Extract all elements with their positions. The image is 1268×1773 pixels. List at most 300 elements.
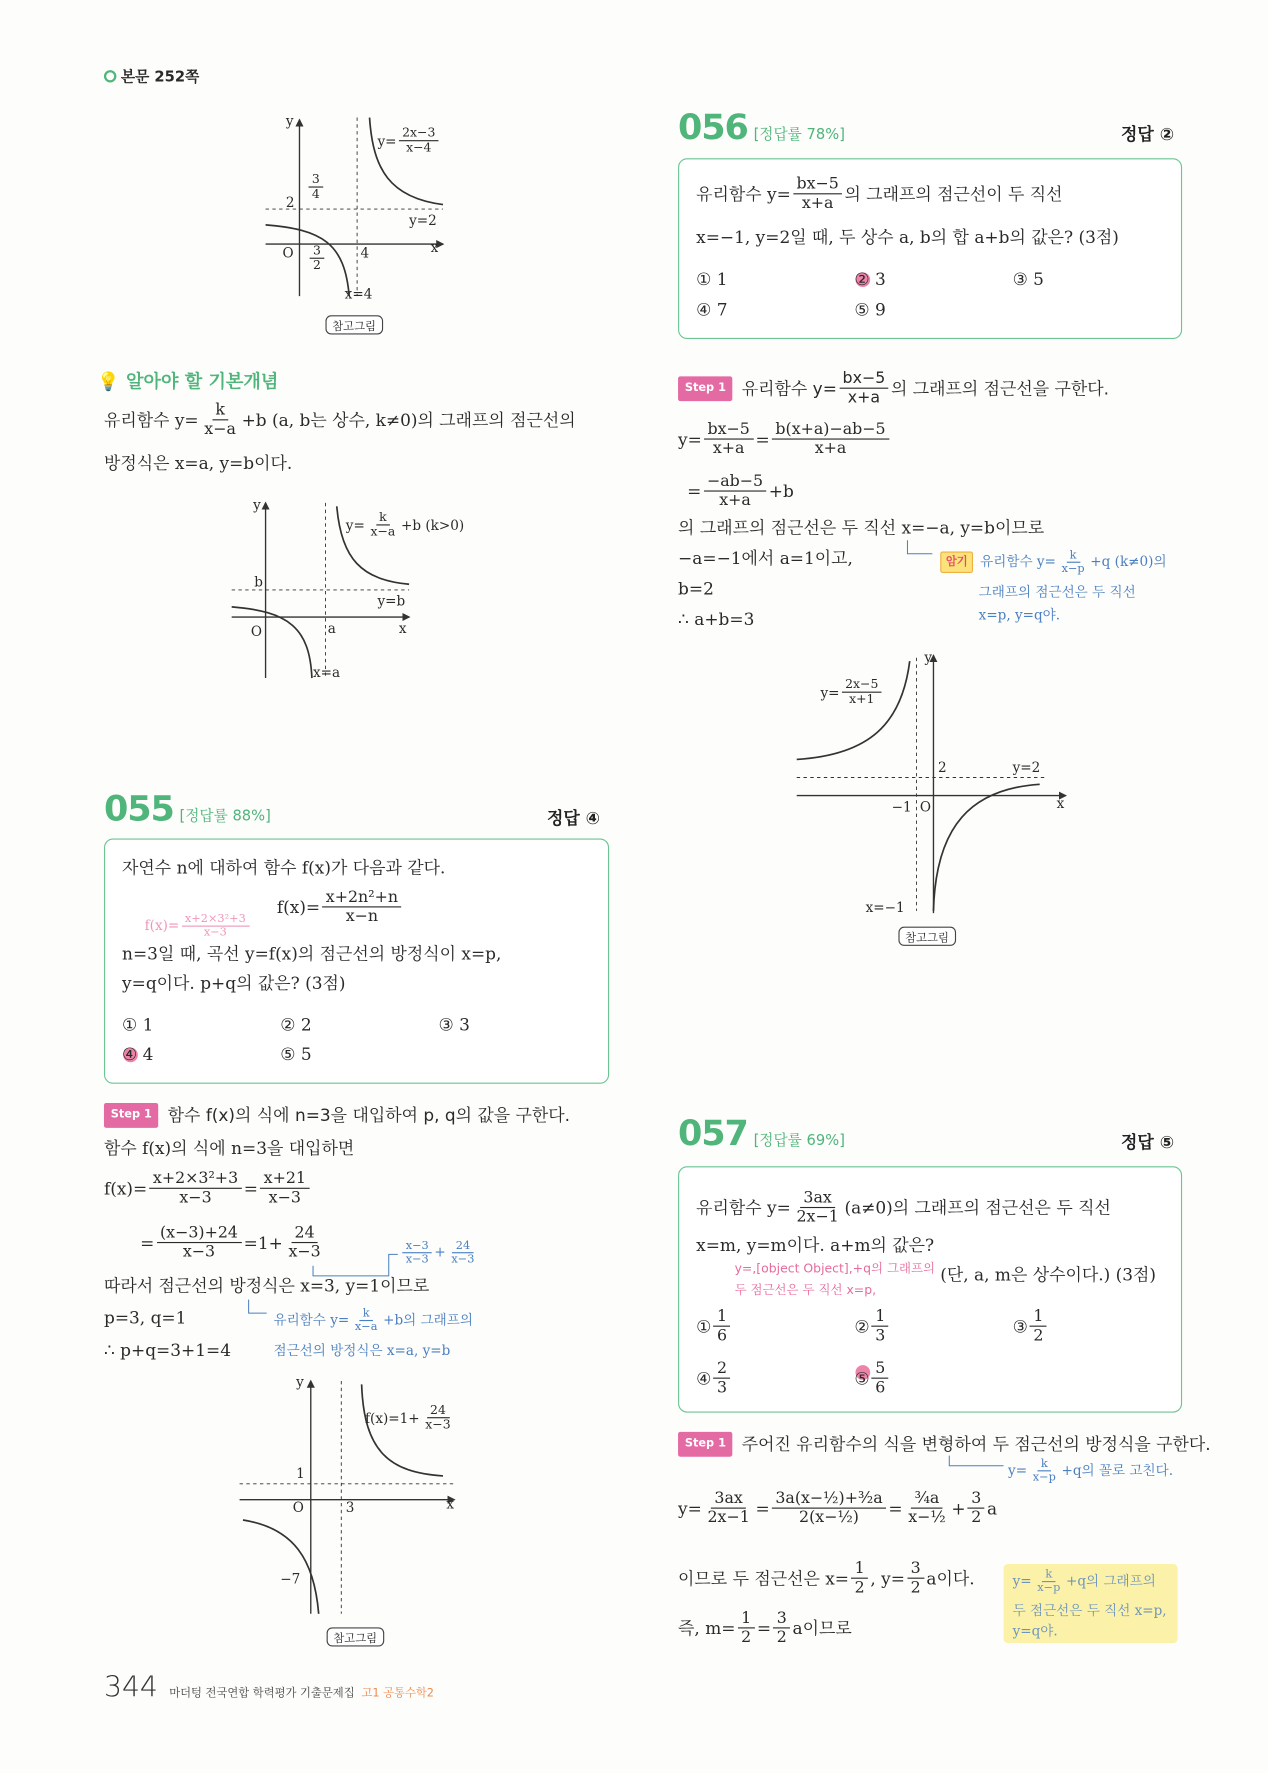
p056-sol-6: [678, 608, 754, 631]
text-segment: ①: [696, 1316, 712, 1337]
fraction: [150, 1170, 242, 1207]
text-segment: +b (k>0): [400, 517, 465, 533]
fraction-denominator: [351, 1321, 380, 1333]
p057-line-1: [696, 1189, 1111, 1226]
p055-sol-3-note: [400, 1240, 480, 1266]
p057-note-line-1: [1013, 1569, 1156, 1595]
problem-055-header: [104, 789, 271, 830]
fraction-numerator: [968, 1489, 985, 1508]
text-segment: x+a: [847, 388, 881, 407]
option-5[interactable]: [854, 1360, 891, 1397]
p055-annotation: [145, 913, 252, 939]
text-segment: b(x+a)−ab−5: [775, 420, 886, 439]
page-number: 344: [103, 1670, 158, 1704]
fraction-denominator: [714, 1327, 731, 1345]
fraction: [968, 1489, 985, 1526]
text-segment: 2: [313, 257, 321, 273]
text-segment: (x−3)+24: [159, 1223, 238, 1242]
fraction-numerator: [907, 1560, 924, 1579]
g3-x-label: x: [446, 1496, 455, 1513]
p055-sol-2: [104, 1170, 312, 1207]
text-segment: 유리함수 y=: [273, 1312, 350, 1328]
fraction: [773, 1609, 790, 1646]
text-segment: +q의 꼴로 고친다.: [1061, 1462, 1174, 1479]
fraction-denominator: [403, 141, 435, 155]
g3-tick-1: 1: [296, 1465, 305, 1482]
fraction-denominator: [704, 1509, 753, 1527]
text-segment: x−3: [451, 1253, 475, 1266]
memo-text: [980, 549, 1166, 575]
text-segment: y=q이다. p+q의 값은? (3점): [122, 973, 346, 994]
problem-056-header: [678, 107, 845, 148]
step-badge: Step 1: [678, 376, 733, 401]
text-segment: x+a: [814, 439, 847, 458]
option-1[interactable]: ① 1: [696, 268, 728, 290]
fraction-denominator: [367, 525, 399, 539]
p057-step-note: [1008, 1458, 1173, 1484]
fraction-denominator: [796, 1509, 863, 1527]
fraction-numerator: [773, 1609, 790, 1628]
text-segment: y=: [345, 517, 365, 533]
step-title: [742, 1433, 1211, 1456]
fraction-denominator: [844, 389, 883, 407]
text-segment: 3ax: [803, 1188, 832, 1207]
g2-asym-x: x=a: [313, 664, 341, 681]
fraction-numerator: [1066, 549, 1080, 563]
fraction: [1030, 1308, 1047, 1345]
text-segment: 4: [311, 186, 320, 202]
g2-equation: [346, 511, 464, 539]
fraction-denominator: [309, 188, 324, 202]
g3-tick-3: 3: [345, 1499, 355, 1516]
text-segment: f(x)=: [144, 917, 180, 934]
option-5[interactable]: ⑤ 5: [280, 1044, 312, 1065]
text-segment: =: [755, 428, 770, 450]
p055-line-3: [122, 972, 345, 995]
text-segment: 3: [971, 1489, 982, 1508]
text-segment: 함수 f(x)의 식에 n=3을 대입하면: [103, 1138, 355, 1159]
text-segment: 유리함수 y=: [980, 553, 1056, 570]
p057-line-2: [696, 1234, 934, 1257]
text-segment: x−3: [405, 1253, 429, 1266]
text-segment: x−3: [203, 926, 227, 940]
text-segment: 그래프의 점근선은 두 직선: [978, 584, 1136, 601]
text-segment: f(x)=: [103, 1178, 148, 1199]
text-segment: 의 그래프의 점근선을 구한다.: [890, 378, 1110, 399]
problem-057-header: [678, 1113, 845, 1154]
text-segment: 24: [294, 1223, 315, 1242]
fraction: [422, 1404, 454, 1432]
text-segment: 2: [910, 1578, 921, 1597]
text-segment: 3: [875, 1326, 886, 1345]
text-segment: 3: [776, 1609, 787, 1628]
circle-icon: [104, 70, 116, 82]
text-segment: x−4: [406, 140, 432, 155]
fraction: [157, 1224, 242, 1261]
p056-sol-3: [678, 516, 1044, 539]
fraction-numerator: [309, 173, 324, 188]
g1-tick-2: 2: [285, 194, 295, 211]
text-segment: f(x)=1+: [365, 1409, 420, 1426]
fraction-denominator: [716, 492, 754, 510]
text-segment: 6: [875, 1378, 886, 1397]
text-segment: x−½: [908, 1508, 946, 1527]
fraction-numerator: [704, 420, 753, 439]
g1-tick-32: [307, 244, 326, 272]
text-segment: 3: [313, 242, 321, 258]
answer-label: 정답 ⑤: [1121, 1132, 1175, 1153]
text-segment: 자연수 n에 대하여 함수 f(x)가 다음과 같다.: [122, 857, 446, 879]
fraction-denominator: [285, 1243, 324, 1261]
g3-tick-m7: −7: [280, 1570, 301, 1587]
text-segment: k: [362, 1307, 370, 1320]
p056-sol-5: [678, 577, 714, 600]
fraction-numerator: [427, 1404, 450, 1419]
p056-memo-2: [979, 584, 1136, 601]
g3-origin: O: [292, 1499, 304, 1516]
fraction-denominator: [811, 440, 849, 458]
g2-y-label: y: [253, 497, 261, 514]
p057-sol-1: [678, 1489, 997, 1526]
correct-rate: [정답률 78%]: [753, 126, 845, 144]
g3-y-label: y: [296, 1374, 304, 1391]
fraction-denominator: [265, 1189, 304, 1207]
fraction-numerator: [872, 1360, 889, 1379]
fraction: [738, 1609, 755, 1646]
fraction-numerator: [851, 1560, 868, 1579]
text-segment: =: [140, 1232, 155, 1253]
p057-note-2: 두 점근선은 두 직선 x=p,: [734, 1282, 877, 1298]
fraction-denominator: [1030, 1327, 1047, 1345]
p055-sol-4: [104, 1275, 429, 1298]
fraction-denominator: [201, 420, 239, 438]
text-segment: bx−5: [707, 420, 750, 439]
option-3[interactable]: ③ 5: [1012, 268, 1044, 290]
text-segment: 24: [455, 1239, 471, 1253]
text-segment: x+21: [263, 1169, 306, 1188]
p057-sol-3: [678, 1609, 852, 1646]
g1-tick-34: [306, 173, 325, 201]
fraction-numerator: [182, 913, 250, 927]
text-segment: x−3: [288, 1243, 321, 1262]
p055-line-1: [122, 857, 445, 880]
option-2[interactable]: ② 3: [854, 268, 886, 290]
option-4[interactable]: ④ 7: [696, 299, 728, 320]
fraction-denominator: [738, 1628, 755, 1646]
option-3[interactable]: [1013, 1308, 1050, 1345]
p055-sol-5-note-2: [273, 1343, 450, 1360]
text-segment: y=: [1008, 1462, 1028, 1479]
text-segment: x=m, y=m이다. a+m의 값은?: [696, 1235, 935, 1256]
fraction-denominator: [1029, 1471, 1059, 1483]
fraction-numerator: [260, 1170, 309, 1189]
text-segment: ⑤: [854, 1367, 870, 1389]
fraction: [793, 1189, 842, 1226]
text-segment: k: [1045, 1568, 1053, 1582]
text-segment: , y=: [870, 1568, 905, 1589]
answer-label: 정답 ④: [546, 808, 600, 829]
fraction: [714, 1308, 731, 1345]
text-segment: 1: [1033, 1307, 1044, 1326]
text-segment: 이므로 두 점근선은 x=: [678, 1568, 850, 1589]
text-segment: y=: [1012, 1573, 1032, 1589]
text-segment: 방정식은 x=a, y=b이다.: [103, 453, 293, 474]
g3-caption: 참고그림: [327, 1627, 384, 1646]
option-4[interactable]: [696, 1360, 733, 1397]
text-segment: 유리함수 y=: [696, 183, 791, 204]
g4-x-label: x: [1056, 795, 1065, 812]
g2-tick-b: b: [254, 574, 263, 590]
fraction: [351, 1308, 380, 1334]
fraction-denominator: [872, 1327, 889, 1345]
p055-step-1: [104, 1103, 570, 1128]
g2-x-label: x: [398, 620, 407, 637]
fraction-numerator: [800, 1189, 835, 1208]
p057-step-1: [678, 1432, 1211, 1457]
p055-formula: [277, 888, 404, 925]
fraction-denominator: [1058, 563, 1088, 575]
text-segment: y=: [678, 428, 702, 450]
text-segment: x−n: [345, 907, 379, 926]
text-segment: x−3: [268, 1188, 301, 1207]
fraction: [839, 370, 889, 407]
lightbulb-icon: 💡: [97, 370, 120, 393]
text-segment: 3ax: [714, 1489, 743, 1508]
g2-origin: O: [250, 623, 263, 640]
text-segment: 2: [716, 1359, 728, 1378]
fraction-numerator: [772, 1489, 886, 1508]
fraction: [402, 1240, 432, 1266]
fraction-numerator: [714, 1360, 731, 1379]
p055-line-2: [122, 943, 501, 966]
text-segment: 3a(x−½)+³⁄₂a: [775, 1489, 883, 1508]
correct-rate: [정답률 69%]: [753, 1132, 845, 1150]
option-5[interactable]: ⑤ 9: [854, 299, 886, 320]
text-segment: 6: [716, 1326, 728, 1345]
text-segment: y=: [377, 132, 397, 149]
p056-line-1: [696, 175, 1062, 212]
option-1[interactable]: [696, 1308, 733, 1345]
text-segment: 의 그래프의 점근선은 두 직선 x=−a, y=b이므로: [678, 517, 1045, 538]
text-segment: x+2n²+n: [325, 888, 399, 907]
fraction-numerator: [704, 472, 767, 491]
fraction-numerator: [772, 420, 889, 439]
text-segment: +b (a, b는 상수, k≠0)의 그래프의 점근선의: [241, 409, 576, 431]
fraction: [309, 173, 324, 201]
fraction: [201, 401, 239, 438]
g2-asym-y: y=b: [377, 593, 406, 610]
p056-memo-1: [940, 549, 1166, 575]
text-segment: a: [987, 1497, 998, 1519]
text-segment: b=2: [678, 578, 714, 599]
text-segment: a이므로: [792, 1617, 852, 1639]
fraction: [905, 1489, 949, 1526]
fraction-denominator: [709, 440, 747, 458]
text-segment: x−p: [1032, 1471, 1056, 1484]
text-segment: x−3: [179, 1188, 212, 1207]
fraction-denominator: [402, 1253, 432, 1265]
text-segment: 2x−1: [707, 1508, 750, 1527]
text-segment: 따라서 점근선의 방정식은 x=3, y=1이므로: [103, 1275, 430, 1297]
text-segment: 2: [971, 1508, 982, 1527]
fraction-numerator: [872, 1308, 889, 1327]
p055-sol-6: [104, 1339, 231, 1362]
fraction: [772, 420, 889, 457]
fraction-denominator: [907, 1579, 924, 1597]
text-segment: −a=−1에서 a=1이고,: [678, 548, 853, 569]
fraction-numerator: [842, 678, 882, 693]
text-segment: bx−5: [842, 369, 886, 388]
fraction: [1058, 549, 1088, 575]
g4-caption: 참고그림: [898, 927, 955, 946]
g1-tick-4: 4: [360, 245, 370, 262]
text-segment: x+a: [712, 439, 745, 458]
p057-note-line-2: [1013, 1602, 1167, 1619]
text-segment: 3: [716, 1378, 728, 1397]
g4-equation: [820, 678, 884, 706]
text-segment: 2x−1: [796, 1208, 839, 1227]
text-segment: 1: [741, 1609, 752, 1628]
fraction-numerator: [157, 1224, 242, 1243]
fraction-numerator: [714, 1308, 731, 1327]
text-segment: 유리함수 y=: [696, 1197, 791, 1218]
text-segment: p=3, q=1: [103, 1307, 187, 1328]
fraction-numerator: [402, 1240, 432, 1254]
p056-line-2: [696, 226, 1119, 249]
fraction-numerator: [310, 244, 325, 259]
p056-step-1: [678, 370, 1109, 407]
concept-title-text: 알아야 할 기본개념: [126, 370, 279, 393]
fraction-numerator: [738, 1609, 755, 1628]
text-segment: ³⁄₄a: [914, 1489, 940, 1508]
subject-label: 고1 공통수학2: [361, 1687, 435, 1700]
text-segment: x−a: [204, 420, 236, 439]
fraction-numerator: [399, 127, 439, 142]
fraction-numerator: [291, 1224, 318, 1243]
fraction-numerator: [150, 1170, 242, 1189]
text-segment: x+1: [849, 691, 875, 707]
text-segment: y=q야.: [1012, 1622, 1058, 1639]
fraction: [260, 1170, 309, 1207]
text-segment: k: [1069, 549, 1077, 562]
text-segment: +: [951, 1497, 966, 1519]
fraction: [367, 511, 399, 539]
p057-condition: (단, a, m은 상수이다.) (3점): [940, 1264, 1157, 1285]
text-segment: x=p, y=q야.: [978, 606, 1061, 623]
fraction-denominator: [846, 693, 878, 707]
option-3[interactable]: ③ 3: [438, 1014, 470, 1036]
option-2[interactable]: [854, 1308, 891, 1345]
fraction: [182, 913, 250, 939]
text-segment: k: [379, 509, 387, 525]
fraction-denominator: [872, 1379, 889, 1397]
fraction: [772, 1489, 886, 1526]
p055-sol-5-note-1: [273, 1308, 472, 1334]
text-segment: y=: [820, 684, 840, 701]
text-segment: x−3: [425, 1417, 451, 1432]
fraction: [310, 244, 325, 272]
text-segment: x−3: [405, 1239, 429, 1253]
text-segment: =: [243, 1178, 258, 1199]
text-segment: =: [687, 480, 702, 502]
page-reference: [104, 64, 199, 85]
fraction-denominator: [200, 927, 230, 939]
p056-sol-4: [678, 547, 853, 570]
text-segment: x−p: [1061, 562, 1085, 576]
fraction: [285, 1224, 324, 1261]
text-segment: 3: [311, 171, 320, 187]
page-reference-text: 본문 252쪽: [120, 68, 200, 86]
p056-sol-1: [678, 420, 891, 457]
fraction: [842, 678, 882, 706]
fraction-denominator: [798, 194, 836, 212]
text-segment: x+a: [801, 194, 834, 213]
text-segment: k: [215, 401, 225, 420]
text-segment: 5: [875, 1359, 886, 1378]
p056-sol-2: [687, 472, 794, 509]
text-segment: n=3일 때, 곡선 y=f(x)의 점근선의 방정식이 x=p,: [122, 943, 502, 964]
text-segment: =: [756, 1617, 772, 1639]
text-segment: x+2×3²+3: [184, 913, 246, 926]
text-segment: 2x−3: [402, 125, 436, 141]
g1-x-label: x: [430, 239, 439, 256]
g4-tick-2: 2: [937, 759, 947, 776]
g1-asym-y: y=2: [409, 212, 437, 229]
text-segment: 1: [875, 1307, 886, 1326]
option-4[interactable]: ④ 4: [122, 1044, 154, 1065]
text-segment: a이다.: [926, 1568, 975, 1589]
text-segment: 1: [716, 1307, 728, 1326]
g1-equation: [377, 127, 441, 155]
text-segment: f(x)=: [276, 896, 321, 918]
fraction: [907, 1560, 924, 1597]
problem-number: 057: [678, 1113, 748, 1154]
g4-y-label: y: [924, 649, 933, 666]
fraction-numerator: [1037, 1458, 1051, 1472]
g1-origin: O: [282, 245, 294, 262]
fraction-numerator: [1042, 1569, 1056, 1583]
text-segment: 유리함수 y=: [103, 409, 199, 431]
fraction-denominator: [793, 1208, 842, 1226]
problem-number: 055: [103, 788, 174, 830]
text-segment: 두 점근선은 두 직선 x=p,: [1012, 1602, 1167, 1619]
memo-badge: 암기: [940, 551, 973, 572]
g1-asym-x: x=4: [344, 285, 373, 302]
fraction: [704, 472, 767, 509]
fraction-denominator: [714, 1379, 731, 1397]
fraction-numerator: [911, 1489, 943, 1508]
correct-rate: [정답률 88%]: [179, 808, 271, 825]
concept-line-1: [104, 401, 576, 438]
fraction: [1034, 1569, 1064, 1595]
option-1[interactable]: ① 1: [122, 1014, 154, 1036]
text-segment: ∴ p+q=3+1=4: [103, 1340, 232, 1361]
text-segment: x+a: [719, 491, 751, 510]
text-segment: +q의 그래프의: [1065, 1573, 1156, 1589]
fraction-denominator: [851, 1579, 868, 1597]
text-segment: 3: [910, 1559, 921, 1578]
text-segment: +b: [768, 480, 794, 502]
fraction: [793, 175, 842, 212]
fraction-denominator: [179, 1243, 218, 1261]
text-segment: 의 그래프의 점근선이 두 직선: [844, 183, 1063, 204]
fraction-numerator: [359, 1308, 373, 1322]
option-2[interactable]: ② 2: [280, 1014, 312, 1036]
fraction-numerator: [1030, 1308, 1047, 1327]
concept-title: [97, 367, 278, 393]
g2-tick-a: a: [327, 620, 336, 637]
fraction-numerator: [376, 511, 390, 526]
